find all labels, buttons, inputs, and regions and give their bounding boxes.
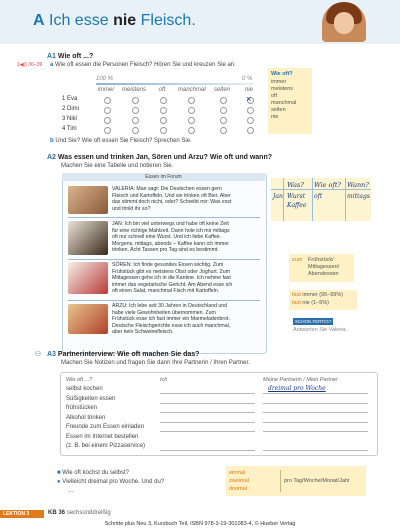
schon-fertig-badge: SCHON FERTIG? <box>295 319 332 324</box>
zum-item: Mittagessen/ <box>308 264 340 270</box>
answer-circle <box>104 107 111 114</box>
zum-item: Abendessen <box>308 271 339 277</box>
a1-b-text: Und Sie? Wie oft essen Sie Fleisch? Sprechen Sie. <box>55 138 192 144</box>
dialog-q1 <box>57 470 129 476</box>
answer-circle <box>247 107 254 114</box>
zum-item: Frühstück/ <box>308 257 334 263</box>
answer-line <box>160 422 255 423</box>
photo-yogurt <box>68 262 108 294</box>
note-list <box>271 79 296 121</box>
photo-jam-bread <box>68 304 108 334</box>
a3-title: Partnerinterview: Wie oft machen Sie das? <box>57 351 200 358</box>
note-header-wann: Wann? <box>347 181 369 189</box>
note-time: mittags <box>347 193 370 200</box>
a1-b-label: b <box>50 138 54 144</box>
speech-bullet-icon: ● <box>57 479 61 485</box>
col-ich: Ich <box>160 377 168 383</box>
a1-title: Wie oft ...? <box>57 53 94 60</box>
note-item: manchmal <box>271 100 297 106</box>
a1-a-label: a <box>50 62 54 68</box>
answer-line <box>160 403 255 404</box>
note-item: oft <box>271 93 278 99</box>
answer-line <box>263 393 368 394</box>
post-divider <box>68 300 260 301</box>
dialog-q2-text: Vielleicht dreimal pro Woche. Und du? <box>62 479 165 485</box>
answer-circle <box>188 107 195 114</box>
column-oft: oft <box>158 87 166 93</box>
row-label: 3 Niki <box>62 116 78 122</box>
a3-number: A3 <box>47 351 56 358</box>
zum-list <box>308 257 339 278</box>
post-arzu: ARZU: Ich lebe seit 30 Jahren in Deutschland und habe viele Gewohnheiten übernommen. Zum Frühstück esse ich fast immer ein Marmeladenbrot. Deutsche Fleischgerichte esse ich auch manchmal, aber kein Schweinefleisch. <box>112 303 231 336</box>
frequency-word-list <box>229 469 249 493</box>
page-num: 36 <box>58 510 66 516</box>
note-item: nie <box>271 114 279 120</box>
column-selten: selten <box>213 87 230 93</box>
answer-circle <box>188 97 195 104</box>
page-word: sechsunddreißig <box>66 510 111 516</box>
answer-line <box>160 431 255 432</box>
note-person: Jan <box>273 193 283 200</box>
note-header-wieoft: Wie oft? <box>314 181 341 189</box>
partner-answer: dreimal pro Woche <box>268 385 326 392</box>
chapter-title <box>33 12 196 30</box>
note-item: meistens <box>271 86 294 92</box>
column-nie: nie <box>244 87 253 93</box>
answer-circle <box>220 97 227 104</box>
forum-header: Essen im Forum <box>62 173 265 181</box>
fast-text-2: nie (1–5%) <box>302 300 330 306</box>
title-bold: nie <box>113 12 137 29</box>
photo-valeria <box>68 186 108 214</box>
a1-b-instruction <box>50 138 192 144</box>
answer-line <box>263 422 368 423</box>
dialog-q1-text: Wie oft kochst du selbst? <box>62 470 129 476</box>
answer-line <box>263 431 368 432</box>
note-divider <box>312 178 313 221</box>
title-pre: Ich esse <box>49 12 109 29</box>
answer-line <box>160 412 255 413</box>
note-food-2: Kaffee <box>287 202 307 209</box>
a2-heading <box>47 154 272 161</box>
post-valeria: VALERIA: Man sagt: Die Deutschen essen gern Fleisch und Kartoffeln. Und sie trinken oft Bier. Aber das stimmt doch nicht, oder? Schreibt mir: Was esst und trinkt ihr so? <box>112 186 232 212</box>
note-food: Wurst <box>287 193 306 200</box>
row-label: 2 Dimi <box>62 106 80 112</box>
answer-circle <box>247 127 254 134</box>
post-jan: JAN: Ich bin viel unterwegs und habe oft keine Zeit für eine richtige Mahlzeit. Dann hole ich mir mittags oft nur schnell eine Wurst. Und ich liebe Kaffee. Morgens, mittags, abends – Kaffee kann ich immer trinken. Acht Tassen pro Tag sind es bestimmt. <box>112 221 230 254</box>
answer-circle <box>160 127 167 134</box>
answer-circle <box>132 107 139 114</box>
interview-row-label: Essen im Internet bestellen <box>66 433 139 440</box>
fast-line-1 <box>292 292 343 299</box>
a1-a-instruction <box>50 62 236 68</box>
column-manchmal: manchmal <box>178 87 206 93</box>
note-frequency: oft <box>314 193 323 200</box>
row-label: 4 Tim <box>62 126 77 132</box>
answer-circle <box>247 117 254 124</box>
answer-line <box>160 393 255 394</box>
answer-circle <box>188 117 195 124</box>
schon-fertig-text: Antworten Sie Valeria. <box>293 327 348 333</box>
answer-circle <box>160 117 167 124</box>
fast-label: fast <box>292 292 301 298</box>
frequency-scale-bar <box>96 83 253 85</box>
note-item: immer <box>271 79 287 85</box>
dialog-q2 <box>57 479 164 485</box>
note-item: selten <box>271 107 286 113</box>
answer-line <box>160 450 255 451</box>
answer-circle <box>104 97 111 104</box>
column-immer: immer <box>97 87 115 93</box>
note-divider <box>280 470 281 492</box>
a2-subtitle: Machen Sie eine Tabelle und notieren Sie. <box>61 163 174 169</box>
interview-row-label: (z. B. bei einem Pizzaservice) <box>66 443 146 449</box>
pct-left: 100 % <box>96 76 114 82</box>
note-divider <box>345 178 346 221</box>
title-post: Fleisch. <box>140 12 196 29</box>
fast-text-1: immer (95–99%) <box>302 292 344 298</box>
dialog-q3: ... <box>68 488 74 494</box>
fast-line-2 <box>292 300 329 307</box>
answer-line <box>263 412 368 413</box>
interview-row-label: Alkohol trinken <box>66 414 106 421</box>
lesson-label: LEKTION 3 <box>3 511 30 517</box>
answer-circle <box>220 107 227 114</box>
a1-number: A1 <box>47 53 56 60</box>
interview-row-label: Freunde zum Essen einladen <box>66 424 145 430</box>
a3-subtitle: Machen Sie Notizen und fragen Sie dann Ihre Partnerin / Ihren Partner. <box>61 360 250 366</box>
answer-circle <box>104 117 111 124</box>
answer-circle <box>220 117 227 124</box>
a2-number: A2 <box>47 154 56 161</box>
answer-line <box>263 450 368 451</box>
photo-coffee <box>68 221 108 255</box>
a1-a-text: Wie oft essen die Personen Fleisch? Hören Sie und kreuzen Sie an. <box>55 62 236 68</box>
answer-circle <box>132 117 139 124</box>
answer-circle <box>220 127 227 134</box>
note-title: Wie oft? <box>271 71 293 77</box>
col-partner: Meine Partnerin / Mein Partner <box>263 377 338 383</box>
chapter-letter: A <box>33 12 45 29</box>
answer-line <box>263 403 368 404</box>
speech-bullet-icon: ■ <box>57 470 61 476</box>
interview-row-label: selbst kochen <box>66 386 103 392</box>
post-divider <box>68 217 260 218</box>
frequency-word: einmal <box>229 470 246 476</box>
fast-label-2: fast <box>292 300 301 306</box>
frequency-word: dreimal <box>229 486 248 492</box>
answer-circle <box>132 127 139 134</box>
post-soeren: SÖREN: Ich finde gesundes Essen wichtig. Zum Frühstück gibt es meistens Obst oder Joghurt. Zum Mittagessen gehe ich in die Kantine. Ich nehme fast immer das vegetarische Gericht. Am Abend esse ich oft einen Salat, manchmal Fisch mit Kartoffeln. <box>112 262 233 295</box>
pct-right: 0 % <box>242 76 253 82</box>
cross-mark: × <box>246 94 252 104</box>
copyright: Schritte plus Neu 3, Kursbuch Teil, ISBN 978-3-19-301083-4, © Hueber Verlag <box>104 521 296 527</box>
post-divider <box>68 259 260 260</box>
note-header-was: Was? <box>287 181 304 189</box>
answer-circle <box>160 107 167 114</box>
note-rule <box>271 189 371 190</box>
audio-track-icon: 1◀)) 36–39 <box>17 62 43 68</box>
note-per-period: pro Tag/Woche/Monat/Jahr <box>284 478 350 484</box>
a3-heading <box>47 351 199 358</box>
kb-label: KB <box>48 510 57 516</box>
interview-row-label: frühstücken <box>66 405 98 411</box>
answer-circle <box>160 97 167 104</box>
interview-row-label: Süßigkeiten essen <box>66 395 116 402</box>
frequency-word: zweimal <box>229 478 249 484</box>
answer-circle <box>188 127 195 134</box>
a1-heading <box>47 53 93 60</box>
portrait-photo <box>322 2 366 42</box>
col-wie-oft: Wie oft ...? <box>66 377 93 383</box>
row-label: 1 Eva <box>62 96 78 102</box>
note-divider <box>283 178 284 221</box>
column-meistens: meistens <box>122 87 147 93</box>
page-number <box>48 510 111 516</box>
a2-title: Was essen und trinken Jan, Sören und Arzu? Wie oft und wann? <box>57 154 273 161</box>
pair-work-icon: ⚇ <box>35 351 42 358</box>
zum-label: zum <box>292 257 303 263</box>
answer-circle <box>104 127 111 134</box>
answer-circle <box>132 97 139 104</box>
